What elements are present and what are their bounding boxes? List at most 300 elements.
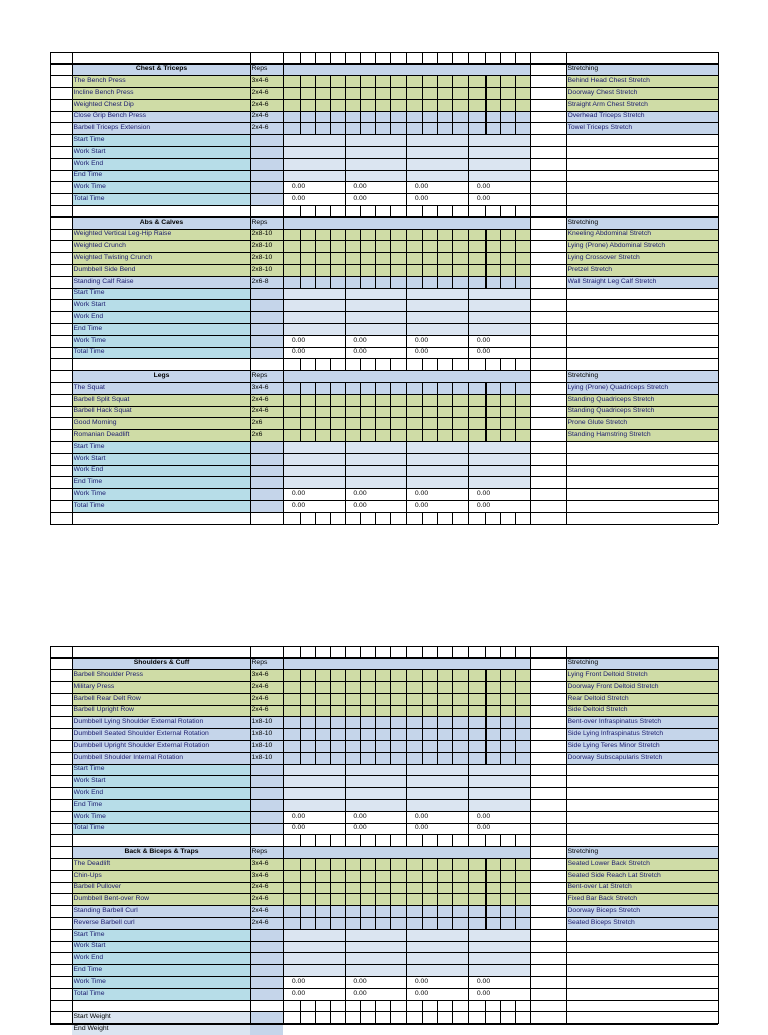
grid-line: [468, 76, 469, 88]
grid-line: [330, 870, 331, 882]
grid-line: [406, 681, 407, 693]
reps-header: Reps: [252, 657, 283, 669]
grid-line: [485, 87, 487, 99]
grid-line: [530, 288, 531, 300]
stretching-header: Stretching: [568, 63, 718, 75]
grid-line: [500, 1012, 501, 1024]
grid-line: [452, 752, 453, 764]
time-reps-cell: [250, 182, 283, 194]
grid-line: [360, 1000, 361, 1012]
grid-line: [485, 752, 487, 764]
grid-line: [283, 941, 284, 953]
grid-line: [515, 752, 516, 764]
time-label: Work End: [74, 952, 250, 964]
grid-line: [50, 488, 718, 489]
grid-line: [315, 241, 316, 253]
grid-line: [375, 512, 376, 524]
grid-line: [468, 764, 469, 776]
grid-line: [515, 52, 516, 64]
grid-line: [452, 512, 453, 524]
grid-line: [300, 205, 301, 217]
grid-line: [375, 241, 376, 253]
stretch-name: Doorway Biceps Stretch: [568, 905, 718, 917]
grid-line: [390, 729, 391, 741]
grid-line: [406, 776, 407, 788]
grid-line: [468, 394, 469, 406]
grid-line: [50, 394, 718, 395]
grid-line: [485, 99, 487, 111]
grid-line: [468, 465, 469, 477]
grid-line: [360, 705, 361, 717]
grid-line: [530, 205, 531, 217]
grid-line: [422, 693, 423, 705]
grid-line: [406, 764, 407, 776]
grid-line: [406, 917, 407, 929]
grid-line: [515, 717, 516, 729]
grid-line: [406, 264, 407, 276]
time-value: 0.00: [408, 500, 436, 512]
grid-line: [315, 418, 316, 430]
time-label: Total Time: [74, 500, 250, 512]
grid-line: [330, 276, 331, 288]
grid-line: [485, 394, 487, 406]
grid-line: [468, 670, 469, 682]
grid-line: [283, 52, 284, 64]
grid-line: [485, 264, 487, 276]
grid-line: [50, 158, 718, 159]
time-reps-cell: [250, 811, 283, 823]
exercise-reps: 2x4-6: [252, 905, 283, 917]
grid-line: [452, 264, 453, 276]
grid-line: [452, 99, 453, 111]
grid-line: [530, 465, 531, 477]
grid-line: [406, 135, 407, 147]
grid-line: [422, 111, 423, 123]
grid-line: [468, 453, 469, 465]
grid-line: [315, 906, 316, 918]
grid-line: [250, 64, 251, 76]
grid-line: [283, 953, 284, 965]
grid-line: [300, 359, 301, 371]
grid-line: [530, 1000, 531, 1012]
grid-line: [390, 681, 391, 693]
exercise-reps: 2x4-6: [252, 87, 283, 99]
grid-line: [283, 858, 284, 870]
grid-line: [468, 170, 469, 182]
grid-line: [406, 823, 407, 835]
exercise-reps: 1x8-10: [252, 728, 283, 740]
time-label: Work Time: [74, 488, 250, 500]
grid-line: [250, 418, 251, 430]
grid-line: [515, 835, 516, 847]
grid-line: [50, 146, 718, 147]
grid-line: [406, 500, 407, 512]
grid-line: [485, 382, 487, 394]
grid-line: [283, 752, 284, 764]
grid-line: [515, 512, 516, 524]
grid-line: [515, 870, 516, 882]
grid-line: [315, 430, 316, 442]
grid-line: [437, 752, 438, 764]
grid-line: [283, 276, 284, 288]
exercise-reps: 1x8-10: [252, 740, 283, 752]
grid-line: [283, 764, 284, 776]
grid-line: [345, 764, 346, 776]
grid-line: [530, 835, 531, 847]
grid-line: [530, 406, 531, 418]
grid-line: [360, 512, 361, 524]
grid-line: [406, 740, 407, 752]
grid-line: [406, 882, 407, 894]
grid-line: [468, 241, 469, 253]
grid-line: [390, 1000, 391, 1012]
grid-line: [250, 182, 251, 194]
stretching-header: Stretching: [568, 846, 718, 858]
grid-line: [283, 705, 284, 717]
grid-line: [485, 646, 486, 658]
grid-line: [250, 87, 251, 99]
grid-line: [437, 418, 438, 430]
grid-line: [422, 740, 423, 752]
time-grid-fill: [283, 300, 530, 312]
exercise-reps: 2x8-10: [252, 264, 283, 276]
time-label: End Time: [74, 169, 250, 181]
grid-line: [50, 524, 718, 525]
grid-line: [283, 146, 284, 158]
grid-line: [360, 394, 361, 406]
grid-line: [250, 740, 251, 752]
grid-line: [375, 382, 376, 394]
grid-line: [50, 716, 718, 717]
exercise-name: Dumbbell Upright Shoulder External Rotation: [74, 740, 250, 752]
time-label: Total Time: [74, 193, 250, 205]
grid-line: [360, 729, 361, 741]
time-value: 0.00: [347, 988, 374, 1000]
grid-line: [530, 823, 531, 835]
grid-line: [375, 906, 376, 918]
grid-line: [406, 906, 407, 918]
grid-line: [500, 87, 501, 99]
time-value: 0.00: [408, 822, 436, 834]
grid-line: [345, 894, 346, 906]
grid-line: [330, 394, 331, 406]
time-reps-cell: [250, 489, 283, 501]
grid-line: [718, 646, 719, 1024]
time-reps-cell: [250, 300, 283, 312]
grid-line: [345, 776, 346, 788]
exercise-name: Standing Calf Raise: [74, 276, 250, 288]
grid-line: [250, 288, 251, 300]
grid-line: [345, 489, 346, 501]
grid-line: [468, 406, 469, 418]
stretch-name: Straight Arm Chest Stretch: [568, 99, 718, 111]
grid-line: [315, 76, 316, 88]
grid-line: [437, 705, 438, 717]
stretch-name: Behind Head Chest Stretch: [568, 75, 718, 87]
grid-line: [50, 52, 51, 524]
grid-line: [345, 347, 346, 359]
grid-line: [452, 205, 453, 217]
time-reps-cell: [250, 335, 283, 347]
grid-line: [345, 965, 346, 977]
grid-line: [437, 359, 438, 371]
grid-line: [330, 670, 331, 682]
grid-line: [530, 441, 531, 453]
exercise-reps: 2x4-6: [252, 405, 283, 417]
grid-line: [500, 681, 501, 693]
grid-line: [468, 111, 469, 123]
grid-line: [330, 76, 331, 88]
time-value: 0.00: [470, 181, 498, 193]
grid-line: [283, 976, 284, 988]
time-value: 0.00: [347, 181, 374, 193]
grid-line: [250, 229, 251, 241]
grid-line: [452, 646, 453, 658]
grid-line: [500, 646, 501, 658]
grid-line: [375, 1000, 376, 1012]
grid-line: [468, 229, 469, 241]
grid-line: [330, 646, 331, 658]
time-grid-fill: [283, 465, 530, 477]
grid-line: [452, 359, 453, 371]
grid-line: [406, 182, 407, 194]
grid-line: [360, 906, 361, 918]
grid-line: [250, 858, 251, 870]
grid-line: [390, 693, 391, 705]
grid-line: [406, 1000, 407, 1012]
time-value: 0.00: [408, 193, 436, 205]
grid-line: [345, 512, 346, 524]
grid-line: [283, 217, 284, 229]
grid-line: [468, 788, 469, 800]
grid-line: [50, 669, 718, 670]
grid-line: [406, 111, 407, 123]
grid-line: [315, 1000, 316, 1012]
grid-line: [437, 229, 438, 241]
grid-line: [375, 729, 376, 741]
grid-line: [468, 917, 469, 929]
grid-line: [485, 681, 487, 693]
time-label: Work Time: [74, 976, 250, 988]
grid-line: [345, 253, 346, 265]
grid-line: [283, 170, 284, 182]
grid-line: [360, 87, 361, 99]
grid-line: [422, 264, 423, 276]
grid-line: [50, 811, 718, 812]
grid-line: [300, 264, 301, 276]
grid-line: [283, 500, 284, 512]
grid-line: [390, 670, 391, 682]
weight-reps-cell: [250, 1012, 283, 1024]
grid-line: [468, 135, 469, 147]
grid-line: [315, 264, 316, 276]
grid-line: [422, 681, 423, 693]
grid-line: [283, 882, 284, 894]
time-grid-fill: [283, 929, 530, 941]
time-grid-fill: [283, 799, 530, 811]
exercise-reps: 2x4-6: [252, 881, 283, 893]
grid-line: [530, 394, 531, 406]
time-value: 0.00: [470, 500, 498, 512]
grid-line: [375, 858, 376, 870]
grid-line: [50, 240, 718, 241]
grid-line: [530, 123, 531, 135]
grid-line: [390, 205, 391, 217]
grid-line: [485, 430, 487, 442]
grid-line: [283, 430, 284, 442]
grid-line: [250, 512, 251, 524]
grid-line: [345, 752, 346, 764]
grid-line: [315, 729, 316, 741]
time-reps-cell: [250, 312, 283, 324]
grid-line: [360, 406, 361, 418]
grid-line: [250, 477, 251, 489]
grid-line: [485, 52, 486, 64]
time-grid-fill: [283, 764, 530, 776]
grid-line: [345, 646, 346, 658]
grid-line: [485, 894, 487, 906]
grid-line: [360, 205, 361, 217]
grid-line: [422, 512, 423, 524]
grid-line: [283, 799, 284, 811]
grid-line: [360, 646, 361, 658]
time-label: Start Time: [74, 763, 250, 775]
grid-line: [330, 87, 331, 99]
grid-line: [530, 253, 531, 265]
grid-line: [250, 371, 251, 383]
grid-line: [300, 111, 301, 123]
grid-line: [375, 646, 376, 658]
grid-line: [468, 146, 469, 158]
grid-line: [406, 953, 407, 965]
grid-line: [500, 359, 501, 371]
grid-line: [485, 870, 487, 882]
grid-line: [406, 76, 407, 88]
grid-line: [250, 894, 251, 906]
grid-line: [500, 264, 501, 276]
grid-line: [530, 135, 531, 147]
grid-line: [390, 752, 391, 764]
grid-line: [437, 264, 438, 276]
grid-line: [422, 87, 423, 99]
stretch-name: Lying Front Deltoid Stretch: [568, 669, 718, 681]
grid-line: [515, 858, 516, 870]
grid-line: [422, 430, 423, 442]
time-value: 0.00: [408, 181, 436, 193]
grid-line: [468, 359, 469, 371]
grid-line: [390, 87, 391, 99]
stretch-name: Doorway Front Deltoid Stretch: [568, 681, 718, 693]
grid-line: [315, 752, 316, 764]
grid-line: [500, 52, 501, 64]
time-value: 0.00: [408, 811, 436, 823]
grid-line: [452, 906, 453, 918]
grid-line: [315, 646, 316, 658]
grid-line: [360, 752, 361, 764]
time-label: Work End: [74, 311, 250, 323]
exercise-name: Incline Bench Press: [74, 87, 250, 99]
grid-line: [283, 111, 284, 123]
grid-line: [515, 99, 516, 111]
grid-line: [468, 158, 469, 170]
exercise-reps: 2x4-6: [252, 917, 283, 929]
grid-line: [530, 64, 531, 76]
grid-line: [345, 906, 346, 918]
stretch-name: Doorway Subscapularis Stretch: [568, 752, 718, 764]
grid-line: [500, 906, 501, 918]
grid-line: [452, 882, 453, 894]
grid-line: [300, 229, 301, 241]
grid-line: [375, 835, 376, 847]
time-reps-cell: [250, 194, 283, 206]
time-value: 0.00: [285, 346, 313, 358]
grid-line: [50, 858, 718, 859]
time-label: Start Time: [74, 441, 250, 453]
grid-line: [437, 87, 438, 99]
grid-line: [330, 693, 331, 705]
grid-line: [250, 453, 251, 465]
grid-line: [406, 894, 407, 906]
grid-line: [406, 146, 407, 158]
grid-line: [530, 359, 531, 371]
grid-line: [315, 111, 316, 123]
grid-line: [300, 123, 301, 135]
grid-line: [50, 122, 718, 123]
grid-line: [500, 382, 501, 394]
grid-line: [485, 1012, 486, 1024]
grid-line: [50, 63, 718, 65]
time-reps-cell: [250, 158, 283, 170]
section-header-band: [250, 658, 530, 670]
exercise-reps: 3x4-6: [252, 669, 283, 681]
grid-line: [485, 717, 487, 729]
grid-line: [500, 430, 501, 442]
grid-line: [360, 264, 361, 276]
grid-line: [530, 276, 531, 288]
grid-line: [530, 87, 531, 99]
grid-line: [375, 205, 376, 217]
time-label: Work End: [74, 464, 250, 476]
exercise-name: Dumbbell Seated Shoulder External Rotation: [74, 728, 250, 740]
stretch-name: Lying (Prone) Quadriceps Stretch: [568, 382, 718, 394]
grid-line: [50, 870, 718, 871]
grid-line: [406, 870, 407, 882]
grid-line: [566, 52, 567, 524]
grid-line: [468, 489, 469, 501]
grid-line: [330, 717, 331, 729]
grid-line: [345, 729, 346, 741]
grid-line: [50, 453, 718, 454]
grid-line: [315, 229, 316, 241]
time-reps-cell: [250, 477, 283, 489]
grid-line: [515, 382, 516, 394]
grid-line: [452, 406, 453, 418]
grid-line: [345, 705, 346, 717]
grid-line: [406, 87, 407, 99]
time-value: 0.00: [470, 988, 498, 1000]
time-reps-cell: [250, 988, 283, 1000]
grid-line: [50, 170, 718, 171]
grid-line: [360, 740, 361, 752]
grid-line: [50, 893, 718, 894]
grid-line: [406, 799, 407, 811]
grid-line: [530, 371, 531, 383]
time-value: 0.00: [470, 488, 498, 500]
grid-line: [437, 382, 438, 394]
exercise-name: Dumbbell Side Bend: [74, 264, 250, 276]
grid-line: [515, 882, 516, 894]
grid-line: [485, 835, 486, 847]
